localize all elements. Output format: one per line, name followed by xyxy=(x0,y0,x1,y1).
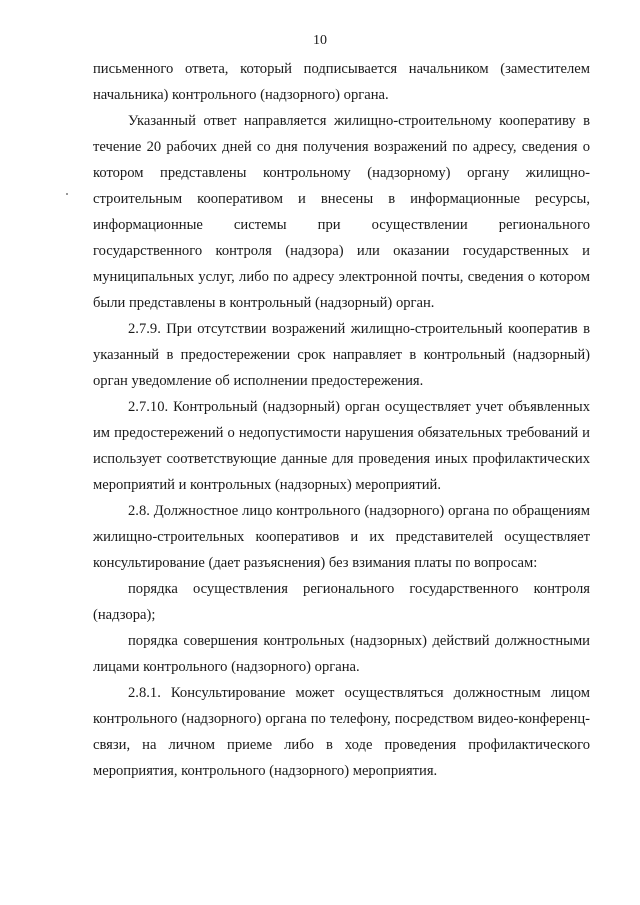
list-item-control-procedure: порядка осуществления регионального государственного контроля (надзора); xyxy=(93,581,590,623)
list-item-actions-procedure: порядка совершения контрольных (надзорных) действий должностными лицами контрольного (надзорного) органа. xyxy=(93,633,590,675)
document-body xyxy=(93,56,590,784)
paragraph-2-8: 2.8. Должностное лицо контрольного (надзорного) органа по обращениям жилищно-строительных кооперативов и их представителей осуществляет консультирование (дает разъяснения) без взимания платы по вопросам: xyxy=(93,503,590,571)
paragraph-2-7-10: 2.7.10. Контрольный (надзорный) орган осуществляет учет объявленных им предостережений о недопустимости нарушения обязательных требований и использует соответствующие данные для проведения иных профилактических мероприятий и контрольных (надзорных) мероприятий. xyxy=(93,399,590,493)
paragraph-2-8-1: 2.8.1. Консультирование может осуществляться должностным лицом контрольного (надзорного) органа по телефону, посредством видео-конференц-связи, на личном приеме либо в ходе проведения профилактического мероприятия, контрольного (надзорного) мероприятия. xyxy=(93,685,590,779)
page-number: 10 xyxy=(313,33,327,48)
paragraph-response-delivery: Указанный ответ направляется жилищно-строительному кооперативу в течение 20 рабочих дней со дня получения возражений по адресу, сведения о котором представлены контрольному (надзорному) органу жилищно-строительным кооперативом и внесены в информационные ресурсы, информационные системы при осуществлении регионального государственного контроля (надзора) или оказании государственных и муниципальных услуг, либо по адресу электронной почты, сведения о котором были представлены в контрольный (надзорный) орган. xyxy=(93,113,590,311)
paragraph-2-7-9: 2.7.9. При отсутствии возражений жилищно-строительный кооператив в указанный в предостережении срок направляет в контрольный (надзорный) орган уведомление об исполнении предостережения. xyxy=(93,321,590,389)
margin-dot xyxy=(66,193,68,195)
paragraph-continuation: письменного ответа, который подписывается начальником (заместителем начальника) контрольного (надзорного) органа. xyxy=(93,61,590,103)
